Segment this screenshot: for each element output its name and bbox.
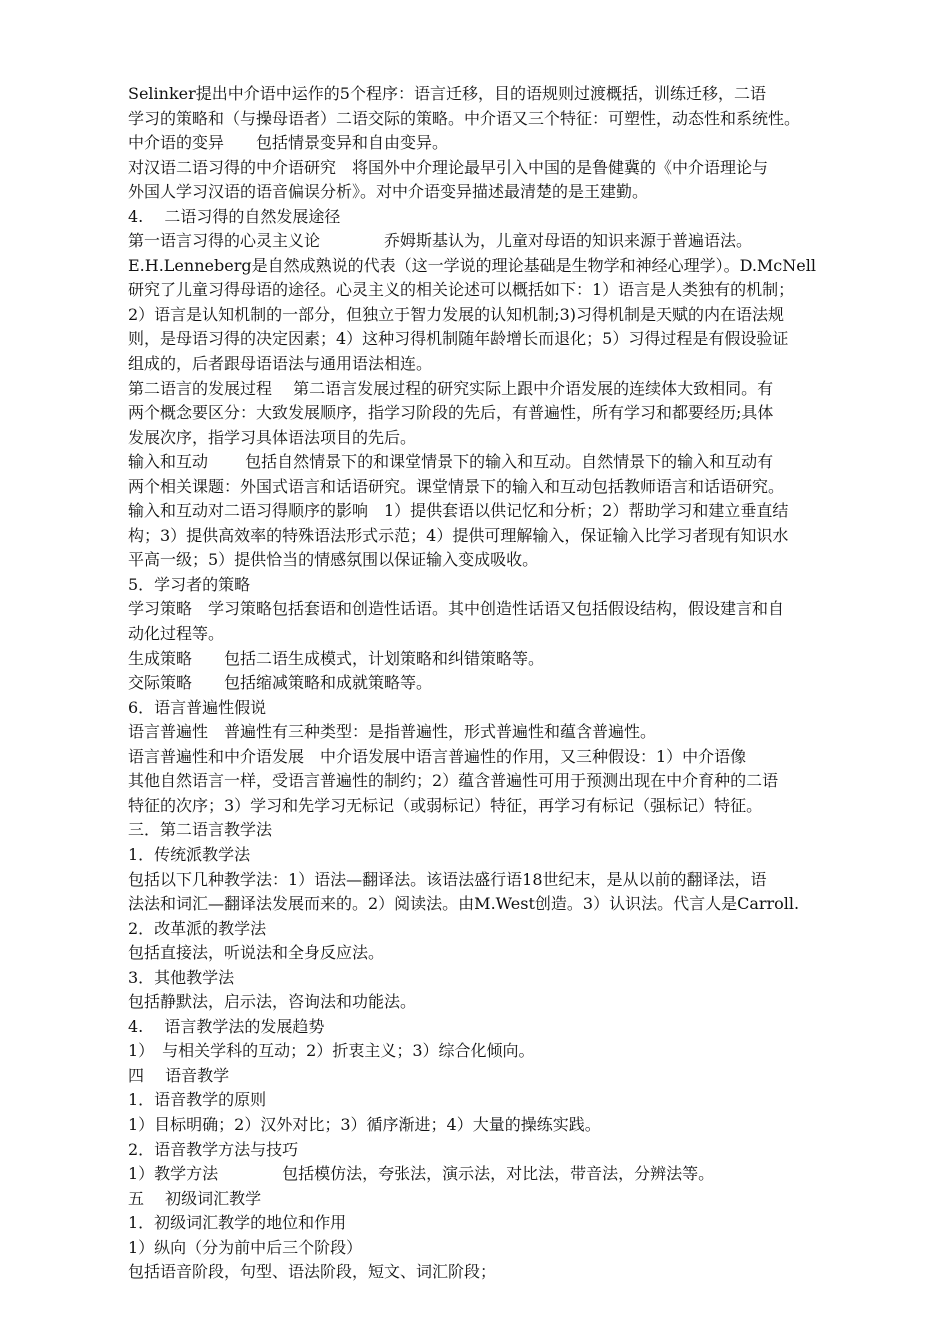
text-line: 组成的，后者跟母语语法与通用语法相连。 <box>128 354 433 374</box>
section-heading: 4. 二语习得的自然发展途径 <box>128 206 341 226</box>
text-line: 则，是母语习得的决定因素；4）这种习得机制随年龄增长而退化；5）习得过程是有假设验证 <box>128 329 789 349</box>
text-line: 1）纵向（分为前中后三个阶段） <box>128 1237 363 1257</box>
section-heading: 6．语言普遍性假说 <box>128 697 267 717</box>
text-line: Selinker提出中介语中运作的5个程序：语言迁移，目的语规则过渡概括，训练迁移，二语 <box>128 84 766 103</box>
text-line: 两个概念要区分：大致发展顺序，指学习阶段的先后，有普遍性，所有学习和都要经历;具体 <box>128 403 774 423</box>
text-line: 第二语言的发展过程 第二语言发展过程的研究实际上跟中介语发展的连续体大致相同。有 <box>128 378 774 398</box>
text-line: 语言普遍性 普遍性有三种类型：是指普遍性，形式普遍性和蕴含普遍性。 <box>128 722 657 742</box>
section-heading: 3．其他教学法 <box>128 967 235 987</box>
text-line: 1）目标明确；2）汉外对比；3）循序渐进；4）大量的操练实践。 <box>128 1114 601 1134</box>
text-line: 发展次序，指学习具体语法项目的先后。 <box>128 427 417 447</box>
text-line: 包括静默法，启示法，咨询法和功能法。 <box>128 992 417 1012</box>
text-line: 平高一级；5）提供恰当的情感氛围以保证输入变成吸收。 <box>128 550 539 570</box>
text-line: 其他自然语言一样，受语言普遍性的制约；2）蕴含普遍性可用于预测出现在中介育种的二语 <box>128 771 779 791</box>
section-heading: 2．改革派的教学法 <box>128 918 267 938</box>
chapter-heading: 四 语音教学 <box>128 1065 230 1085</box>
text-line: 1）教学方法 包括模仿法，夸张法，演示法，对比法，带音法，分辨法等。 <box>128 1164 715 1184</box>
text-line: 外国人学习汉语的语音偏误分析》。对中介语变异描述最清楚的是王建勤。 <box>128 182 649 202</box>
text-line: 包括以下几种教学法：1）语法—翻译法。该语法盛行语18世纪末，是从以前的翻译法，语 <box>128 869 767 889</box>
text-line: 输入和互动对二语习得顺序的影响 1）提供套语以供记忆和分析；2）帮助学习和建立垂直结 <box>128 501 789 521</box>
chapter-heading: 五 初级词汇教学 <box>128 1188 262 1208</box>
text-line: 特征的次序；3）学习和先学习无标记（或弱标记）特征，再学习有标记（强标记）特征。 <box>128 795 763 815</box>
section-heading: 1．初级词汇教学的地位和作用 <box>128 1213 347 1233</box>
text-line: 第一语言习得的心灵主义论 乔姆斯基认为，儿童对母语的知识来源于普遍语法。 <box>128 231 753 251</box>
text-line: 动化过程等。 <box>128 624 225 644</box>
text-line: 学习策略 学习策略包括套语和创造性话语。其中创造性话语又包括假设结构，假设建言和自 <box>128 599 785 619</box>
text-line: 交际策略 包括缩减策略和成就策略等。 <box>128 673 433 693</box>
text-line: 语言普遍性和中介语发展 中介语发展中语言普遍性的作用，又三种假设：1）中介语像 <box>128 746 747 766</box>
text-line: 中介语的变异 包括情景变异和自由变异。 <box>128 133 449 153</box>
text-line: 法法和词汇—翻译法发展而来的。2）阅读法。由M.West创造。3）认识法。代言人是Carroll. <box>128 894 800 914</box>
section-heading: 4. 语言教学法的发展趋势 <box>128 1016 325 1036</box>
section-heading: 5．学习者的策略 <box>128 574 251 594</box>
text-line: 生成策略 包括二语生成模式，计划策略和纠错策略等。 <box>128 648 545 668</box>
chapter-heading: 三．第二语言教学法 <box>128 820 273 840</box>
document-body <box>128 82 910 1285</box>
text-line: 研究了儿童习得母语的途径。心灵主义的相关论述可以概括如下：1）语言是人类独有的机制； <box>128 280 795 300</box>
text-line: E.H.Lenneberg是自然成熟说的代表（这一学说的理论基础是生物学和神经心理学）。D.McNell <box>128 255 816 275</box>
text-line: 包括语音阶段，句型、语法阶段，短文、词汇阶段； <box>128 1262 497 1282</box>
text-line: 1） 与相关学科的互动；2）折衷主义；3）综合化倾向。 <box>128 1041 535 1061</box>
text-line: 2）语言是认知机制的一部分，但独立于智力发展的认知机制;3)习得机制是天赋的内在语法规 <box>128 304 784 324</box>
text-line: 两个相关课题：外国式语言和话语研究。课堂情景下的输入和互动包括教师语言和话语研究。 <box>128 476 785 496</box>
text-line: 包括直接法，听说法和全身反应法。 <box>128 943 385 963</box>
section-heading: 2．语音教学方法与技巧 <box>128 1139 299 1159</box>
text-line: 学习的策略和（与操母语者）二语交际的策略。中介语又三个特征：可塑性，动态性和系统性。 <box>128 108 801 128</box>
text-line: 构；3）提供高效率的特殊语法形式示范；4）提供可理解输入，保证输入比学习者现有知识水 <box>128 525 789 545</box>
section-heading: 1．传统派教学法 <box>128 844 251 864</box>
text-line: 输入和互动 包括自然情景下的和课堂情景下的输入和互动。自然情景下的输入和互动有 <box>128 452 774 472</box>
text-line: 对汉语二语习得的中介语研究 将国外中介理论最早引入中国的是鲁健冀的《中介语理论与 <box>128 157 769 177</box>
section-heading: 1．语音教学的原则 <box>128 1090 267 1110</box>
